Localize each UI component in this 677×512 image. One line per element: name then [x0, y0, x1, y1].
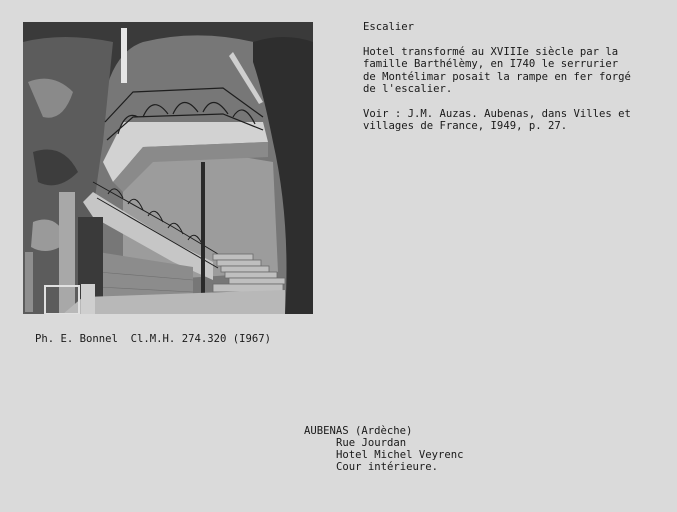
staircase-photo — [23, 22, 313, 314]
caption-reference: Voir : J.M. Auzas. Aubenas, dans Villes et villages de France, I949, p. 27. — [363, 108, 631, 133]
location-town: AUBENAS (Ardèche) — [304, 425, 413, 437]
caption-title: Escalier — [363, 21, 415, 33]
location-building: Hotel Michel Veyrenc — [336, 449, 464, 461]
location-detail: Cour intérieure. — [336, 461, 439, 473]
caption-description: Hotel transformé au XVIIIe siècle par la famille Barthélèmy, en I740 le serrurier de Montélimar posait la rampe en fer forgé de l'escalier. — [363, 46, 631, 96]
photo-credit: Ph. E. Bonnel Cl.M.H. 274.320 (I967) — [35, 333, 271, 345]
location-street: Rue Jourdan — [336, 437, 407, 449]
